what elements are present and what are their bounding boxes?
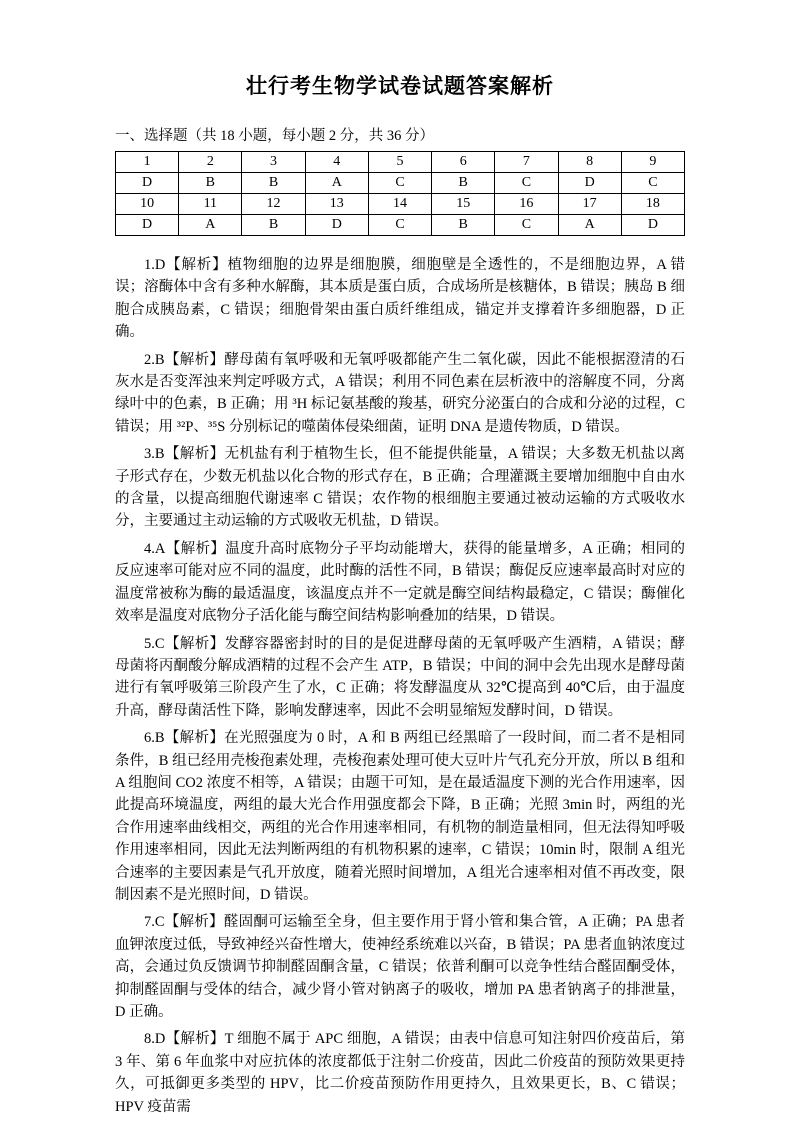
- table-cell: 13: [305, 194, 368, 215]
- explanation-paragraph-4: 4.A【解析】温度升高时底物分子平均动能增大，获得的能量增多，A 正确；相同的反应速率可能对应不同的温度，此时酶的活性不同，B 错误；酶促反应速率最高时对应的温度常被称为酶的最适温度，该温度点并不一定就是酶空间结构最稳定，C 错误；酶催化效率是温度对底物分子活化能与酶空间结构影响叠加的结果，D 错误。: [115, 540, 685, 625]
- table-cell: D: [558, 173, 621, 194]
- table-cell: 2: [179, 152, 242, 173]
- table-cell: 6: [432, 152, 495, 173]
- explanation-paragraph-7: 7.C【解析】醛固酮可运输至全身，但主要作用于肾小管和集合管，A 正确；PA 患者血钾浓度过低，导致神经兴奋性增大，使神经系统难以兴奋，B 错误；PA 患者血钠浓度过高，会通过负反馈调节抑制醛固酮含量，C 错误；依普利酮可以竞争性结合醛固酮受体，抑制醛固酮与受体的结合，减少肾小管对钠离子的吸收，增加 PA 患者钠离子的排泄量，D 正确。: [115, 914, 685, 1020]
- table-cell: 14: [368, 194, 431, 215]
- table-cell: 3: [242, 152, 305, 173]
- explanations-section: [115, 254, 685, 1118]
- table-cell: B: [432, 215, 495, 236]
- table-cell: C: [495, 173, 558, 194]
- table-cell: D: [621, 215, 684, 236]
- table-cell: D: [116, 215, 179, 236]
- page-title: 壮行考生物学试卷试题答案解析: [246, 74, 554, 98]
- table-cell: 9: [621, 152, 684, 173]
- table-cell: B: [242, 215, 305, 236]
- table-cell: B: [432, 173, 495, 194]
- table-cell: 4: [305, 152, 368, 173]
- table-cell: C: [621, 173, 684, 194]
- explanation-paragraph-8: 8.D【解析】T 细胞不属于 APC 细胞，A 错误；由表中信息可知注射四价疫苗后，第 3 年、第 6 年血浆中对应抗体的浓度都低于注射二价疫苗，因此二价疫苗的预防效果更持久，可抵御更多类型的 HPV，比二价疫苗预防作用更持久，且效果更长，B、C 错误；HPV 疫苗需: [115, 1031, 685, 1115]
- table-cell: C: [368, 173, 431, 194]
- table-cell: 16: [495, 194, 558, 215]
- table-cell: 10: [116, 194, 179, 215]
- explanation-paragraph-3: 3.B【解析】无机盐有利于植物生长，但不能提供能量，A 错误；大多数无机盐以离子形式存在，少数无机盐以化合物的形式存在，B 正确；合理灌溉主要增加细胞中自由水的含量，以提高细胞代谢速率 C 错误；农作物的根细胞主要通过被动运输的方式吸收水分，主要通过主动运输的方式吸收无机盐，D 错误。: [115, 446, 685, 530]
- explanation-paragraph-2: 2.B【解析】酵母菌有氧呼吸和无氧呼吸都能产生二氧化碳，因此不能根据澄清的石灰水是否变浑浊来判定呼吸方式，A 错误；利用不同色素在层析液中的溶解度不同，分离绿叶中的色素，B 正确；用 ³H 标记氨基酸的羧基，研究分泌蛋白的合成和分泌的过程，C 错误；用 ³²P、³⁵S 分别标记的噬菌体侵染细菌，证明 DNA 是遗传物质，D 错误。: [115, 351, 685, 435]
- table-cell: C: [368, 215, 431, 236]
- table-cell: 11: [179, 194, 242, 215]
- table-cell: 1: [116, 152, 179, 173]
- table-cell: 18: [621, 194, 684, 215]
- table-cell: 12: [242, 194, 305, 215]
- table-cell: A: [179, 215, 242, 236]
- table-cell: 17: [558, 194, 621, 215]
- answer-table-row-question-numbers-10-18: [116, 194, 685, 215]
- table-cell: D: [116, 173, 179, 194]
- table-cell: B: [242, 173, 305, 194]
- table-cell: 15: [432, 194, 495, 215]
- answer-table-row-answers-1-9: [116, 173, 685, 194]
- table-cell: A: [305, 173, 368, 194]
- table-cell: 8: [558, 152, 621, 173]
- table-cell: C: [495, 215, 558, 236]
- explanation-paragraph-6: 6.B【解析】在光照强度为 0 时，A 和 B 两组已经黑暗了一段时间，而二者不是相同条件，B 组已经用壳梭孢素处理，壳梭孢素处理可使大豆叶片气孔充分开放，所以 B 组和 A 组胞间 CO2 浓度不相等，A 错误；由题干可知，是在最适温度下测的光合作用速率，因此提高环境温度，两组的最大光合作用强度都会下降，B 正确；光照 3min 时，两组的光合作用速率曲线相交，两组的光合作用速率相同，有机物的制造量相同，但无法得知呼吸作用速率相同，因此无法判断两组的有机物积累的速率，C 错误；10min 时，限制 A 组光合速率的主要因素是气孔开放度，随着光照时间增加，A 组光合速率相对值不再改变，限制因素不是光照时间，D 错误。: [115, 730, 685, 903]
- explanation-paragraph-5: 5.C【解析】发酵容器密封时的目的是促进酵母菌的无氧呼吸产生酒精，A 错误；酵母菌将丙酮酸分解成酒精的过程不会产生 ATP，B 错误；中间的洞中会先出现水是酵母菌进行有氧呼吸第三阶段产生了水，C 正确；将发酵温度从 32℃提高到 40℃后，由于温度升高，酵母菌活性下降，影响发酵速率，因此不会明显缩短发酵时间，D 错误。: [115, 635, 685, 719]
- answer-table-row-question-numbers-1-9: [116, 152, 685, 173]
- section-heading: 一、选择题（共 18 小题，每小题 2 分，共 36 分）: [115, 128, 434, 144]
- table-cell: A: [558, 215, 621, 236]
- table-cell: B: [179, 173, 242, 194]
- explanation-paragraph-1: 1.D【解析】植物细胞的边界是细胞膜，细胞壁是全透性的，不是细胞边界，A 错误；溶酶体中含有多种水解酶，其本质是蛋白质，合成场所是核糖体，B 错误；胰岛 B 细胞合成胰岛素，C 错误；细胞骨架由蛋白质纤维组成，锚定并支撑着许多细胞器，D 正确。: [115, 257, 685, 341]
- answer-table: [115, 151, 685, 236]
- answer-table-row-answers-10-18: [116, 215, 685, 236]
- table-cell: 5: [368, 152, 431, 173]
- table-cell: 7: [495, 152, 558, 173]
- table-cell: D: [305, 215, 368, 236]
